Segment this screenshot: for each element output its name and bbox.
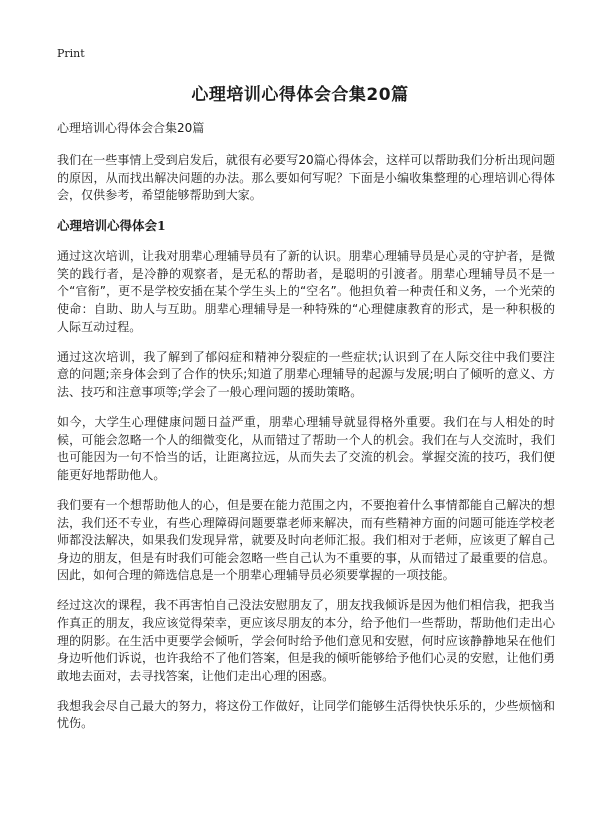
body-paragraph-6: 我想我会尽自己最大的努力，将这份工作做好，让同学们能够生活得快快乐乐的，少些烦恼和忧伤。 — [57, 698, 555, 731]
document-subtitle: 心理培训心得体会合集20篇 — [57, 121, 205, 135]
intro-paragraph: 我们在一些事情上受到启发后，就很有必要写20篇心得体会，这样可以帮助我们分析出现问题的原因，从而找出解决问题的办法。那么要如何写呢？下面是小编收集整理的心理培训心得体会，仅供参考，希望能够帮助到大家。 — [57, 153, 555, 203]
body-paragraph-4: 我们要有一个想帮助他人的心，但是要在能力范围之内，不要抱着什么事情都能自己解决的想法，我们还不专业，有些心理障碍问题要靠老师来解决，而有些精神方面的问题可能连学校老师都没法解决，如果我们发现异常，就要及时向老师汇报。我们相对于老师，应该更了解自己身边的朋友，但是有时我们可能会忽略一些自己认为不重要的事，从而错过了最重要的信息。因此，如何合理的筛选信息是一个朋辈心理辅导员必须要掌握的一项技能。 — [57, 497, 555, 583]
body-paragraph-1: 通过这次培训，让我对朋辈心理辅导员有了新的认识。朋辈心理辅导员是心灵的守护者，是微笑的践行者，是冷静的观察者，是无私的帮助者，是聪明的引渡者。朋辈心理辅导员不是一个“官衔”，更不是学校安插在某个学生头上的“空名”。他担负着一种责任和义务，一个光荣的使命：自助、助人与互助。朋辈心理辅导是一种特殊的“心理健康教育的形式，是一种积极的人际互动过程。 — [57, 249, 555, 334]
body-paragraph-5: 经过这次的课程，我不再害怕自己没法安慰朋友了，朋友找我倾诉是因为他们相信我，把我当作真正的朋友，我应该觉得荣幸，更应该尽朋友的本分，给予他们一些帮助，帮助他们走出心理的阴影。在生活中更要学会倾听，学会何时给予他们意见和安慰，何时应该静静地呆在他们身边听他们诉说，也许我给不了他们答案，但是我的倾听能够给予他们心灵的安慰，让他们勇敢地去面对，去寻找答案，让他们走出心理的困惑。 — [57, 598, 555, 683]
document-title: 心理培训心得体会合集20篇 — [191, 85, 409, 105]
body-paragraph-3: 如今，大学生心理健康问题日益严重，朋辈心理辅导就显得格外重要。我们在与人相处的时候，可能会忽略一个人的细微变化，从而错过了帮助一个人的机会。我们在与人交流时，我们也可能因为一句不恰当的话，让距离拉远，从而失去了交流的机会。掌握交流的技巧，我们便能更好地帮助他人。 — [57, 415, 555, 482]
document-body — [57, 120, 555, 746]
section-heading: 心理培训心得体会1 — [57, 218, 166, 234]
print-label: Print — [57, 47, 85, 60]
body-paragraph-2: 通过这次培训，我了解到了郁闷症和精神分裂症的一些症状;认识到了在人际交往中我们要注意的问题;亲身体会到了合作的快乐;知道了朋辈心理辅导的起源与发展;明白了倾听的意义、方法、技巧和注意事项等;学会了一般心理问题的援助策略。 — [57, 349, 555, 399]
